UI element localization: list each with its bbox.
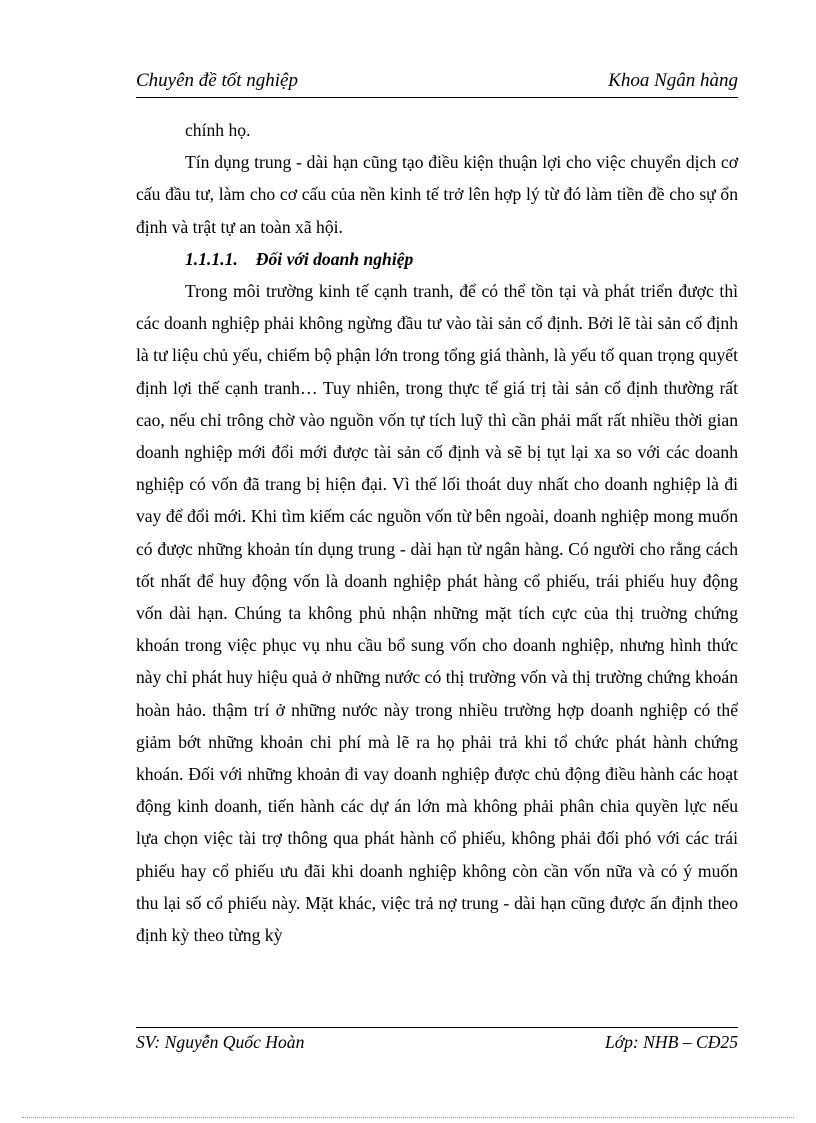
footer-class: Lớp: NHB – CĐ25 [604,1032,738,1052]
page-footer [136,1027,738,1062]
section-title: Đối với doanh nghiệp [255,248,414,269]
page-body [136,114,738,951]
header-document-type: Chuyên đề tốt nghiệp [136,70,298,91]
page-bottom-divider [22,1117,794,1118]
paragraph-credit-restructuring: Tín dụng trung - dài hạn cũng tạo điều kiện thuận lợi cho việc chuyển dịch cơ cấu đầu tư, làm cho cơ cấu của nền kinh tế trở lên hợp lý từ đó làm tiền đề cho sự ổn định và trật tự an toàn xã hội. [136,152,738,237]
page-header [136,62,738,98]
section-number: 1.1.1.1. [185,248,238,269]
header-department: Khoa Ngân hàng [608,70,738,91]
paragraph-enterprise: Trong môi trường kinh tế cạnh tranh, để có thể tồn tại và phát triển được thì các doanh nghiệp phải không ngừng đầu tư vào tài sản cố định. Bởi lẽ tài sản cố định là tư liệu chủ yếu, chiếm bộ phận lớn trong tổng giá thành, là yếu tố quan trọng quyết định lợi thế cạnh tranh… Tuy nhiên, trong thực tế giá trị tài sản cố định thường rất cao, nếu chỉ trông chờ vào nguồn vốn tự tích luỹ thì cần phải mất rất nhiều thời gian doanh nghiệp mới đổi mới được tài sản cố định và sẽ bị tụt lại xa so với các doanh nghiệp có vốn đã trang bị hiện đại. Vì thế lối thoát duy nhất cho doanh nghiệp là đi vay để đổi mới. Khi tìm kiếm các nguồn vốn từ bên ngoài, doanh nghiệp mong muốn có được những khoản tín dụng trung - dài hạn từ ngân hàng. Có người cho rằng cách tốt nhất để huy động vốn là doanh nghiệp phát hàng cổ phiếu, trái phiếu huy động vốn dài hạn. Chúng ta không phủ nhận những mặt tích cực của thị truờng chứng khoán trong việc phục vụ nhu cầu bổ sung vốn cho doanh nghiệp, nhưng hình thức này chỉ phát huy hiệu quả ở những nước có thị trường vốn và thị trường chứng khoán hoàn hảo. thậm trí ở những nước này trong nhiều trường hợp doanh nghiệp có thể giảm bớt những khoản chi phí mà lẽ ra họ phải trả khi tổ chức phát hành chứng khoán. Đối với những khoản đi vay doanh nghiệp được chủ động điều hành các hoạt động kinh doanh, tiến hành các dự án lớn mà không phải phân chia quyền lực nếu lựa chọn việc tài trợ thông qua phát hành cổ phiếu, không phải đối phó với các trái phiếu hay cổ phiếu ưu đãi khi doanh nghiệp không còn cần vốn nữa và có ý muốn thu lại số cổ phiếu này. Mặt khác, việc trả nợ trung - dài hạn cũng được ấn định theo định kỳ theo từng kỳ [136,281,738,946]
paragraph-continuation: chính họ. [185,120,251,140]
footer-student-name: SV: Nguyễn Quốc Hoàn [136,1032,305,1052]
section-heading [136,243,738,275]
